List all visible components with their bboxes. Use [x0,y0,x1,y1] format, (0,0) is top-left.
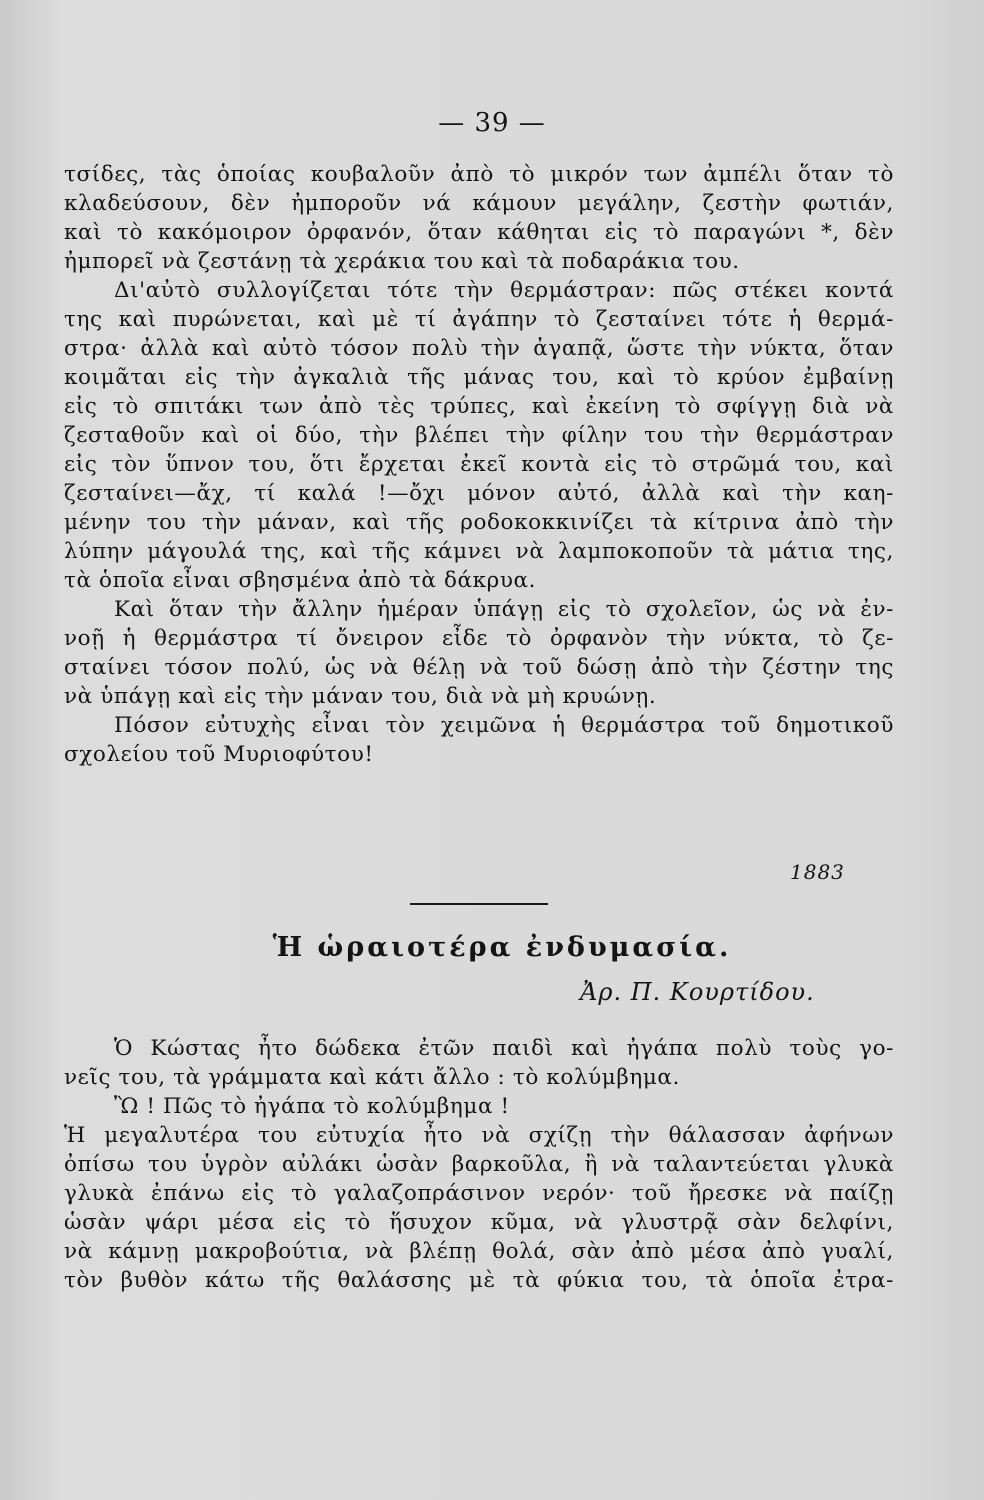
text-line: ζεσταθοῦν καὶ οἱ δύο, τὴν βλέπει τὴν φίλην του τὴν θερμάστραν [64,423,894,448]
text-line: κλαδεύσουν, δὲν ἠμποροῦν νά κάμουν μεγάλην, ζεστὴν φωτιάν, [64,191,894,216]
text-line: νὰ ὑπάγῃ καὶ εἰς τὴν μάναν του, διὰ νὰ μὴ κρυώνῃ. [64,684,657,709]
section-title: Ἡ ὡραιοτέρα ἐνδυμασία. [272,932,732,963]
text-line: Ὁ Κώστας ἦτο δώδεκα ἐτῶν παιδὶ καὶ ἠγάπα πολὺ τοὺς γο- [114,1036,894,1061]
text-line: στρα· ἀλλὰ καὶ αὐτὸ τόσον πολὺ τὴν ἀγαπᾷ, ὥστε τὴν νύκτα, ὅταν [64,336,894,361]
top-text-block [64,160,894,769]
text-line: Ὢ ! Πῶς τὸ ἠγάπα τὸ κολύμβημα ! [114,1094,510,1119]
page-number: — 39 — [438,108,546,138]
bottom-text-block [64,1034,894,1295]
text-line: μένην του τὴν μάναν, καὶ τῆς ροδοκοκκινίζει τὰ κίτρινα ἀπὸ τὴν [64,510,894,535]
text-line: Καὶ ὅταν τὴν ἄλλην ἡμέραν ὑπάγῃ εἰς τὸ σχολεῖον, ὡς νὰ ἐν- [114,597,894,622]
text-line: εἰς τὸν ὕπνον του, ὅτι ἔρχεται ἐκεῖ κοντὰ εἰς τὸ στρῶμά του, καὶ [64,452,894,477]
text-line: της καὶ πυρώνεται, καὶ μὲ τί ἀγάπην τὸ ζεσταίνει τότε ἡ θερμά- [64,307,894,332]
text-line: σταίνει τόσον πολύ, ὡς νὰ θέλῃ νὰ τοῦ δώσῃ ἀπὸ τὴν ζέστην της [64,655,894,680]
date-signature: 1883 [790,860,845,884]
section-divider [410,903,548,905]
text-line: λύπην μάγουλά της, καὶ τῆς κάμνει νὰ λαμποκοποῦν τὰ μάτια της, [64,539,894,564]
text-line: τὸν βυθὸν κάτω τῆς θαλάσσης μὲ τὰ φύκια του, τὰ ὁποῖα ἐτρα- [64,1268,894,1293]
text-line: εἰς τὸ σπιτάκι των ἀπὸ τὲς τρύπες, καὶ ἐκείνη τὸ σφίγγῃ διὰ νὰ [64,394,894,419]
text-line: τὰ ὁποῖα εἶναι σβησμένα ἀπὸ τὰ δάκρυα. [64,568,537,593]
text-line: τσίδες, τὰς ὁποίας κουβαλοῦν ἀπὸ τὸ μικρόν των ἀμπέλι ὅταν τὸ [64,162,894,187]
text-line: καὶ τὸ κακόμοιρον ὀρφανόν, ὅταν κάθηται εἰς τὸ παραγώνι *, δὲν [64,220,894,245]
text-line: ὀπίσω του ὑγρὸν αὐλάκι ὡσὰν βαρκοῦλα, ἢ νὰ ταλαντεύεται γλυκὰ [64,1152,894,1177]
text-line: νοῇ ἡ θερμάστρα τί ὄνειρον εἶδε τὸ ὀρφανὸν τὴν νύκτα, τὸ ζε- [64,626,894,651]
text-line: κοιμᾶται εἰς τὴν ἀγκαλιὰ τῆς μάνας του, καὶ τὸ κρύον ἐμβαίνῃ [64,365,894,390]
text-line: νὰ κάμνῃ μακροβούτια, νὰ βλέπῃ θολά, σὰν ἀπὸ μέσα ἀπὸ γυαλί, [64,1239,894,1264]
text-line: νεῖς του, τὰ γράμματα καὶ κάτι ἄλλο : τὸ κολύμβημα. [64,1065,680,1090]
text-line: ὡσὰν ψάρι μέσα εἰς τὸ ἥσυχον κῦμα, νὰ γλυστρᾷ σὰν δελφίνι, [64,1210,894,1235]
text-line: γλυκὰ ἐπάνω εἰς τὸ γαλαζοπράσινον νερόν· τοῦ ἤρεσκε νὰ παίζῃ [64,1181,894,1206]
text-line: ζεσταίνει—ἄχ, τί καλά !—ὄχι μόνον αὐτό, ἀλλὰ καὶ τὴν καη- [64,481,894,506]
section-author: Ἀρ. Π. Κουρτίδου. [580,978,815,1006]
text-line: ἠμπορεῖ νὰ ζεστάνῃ τὰ χεράκια του καὶ τὰ ποδαράκια του. [64,249,740,274]
text-line: σχολείου τοῦ Μυριοφύτου! [64,742,374,767]
text-line: Πόσον εὐτυχὴς εἶναι τὸν χειμῶνα ἡ θερμάστρα τοῦ δημοτικοῦ [114,713,894,738]
text-line: Ἡ μεγαλυτέρα του εὐτυχία ἦτο νὰ σχίζῃ τὴν θάλασσαν ἀφήνων [64,1123,894,1148]
text-line: Δι'αὐτὸ συλλογίζεται τότε τὴν θερμάστραν: πῶς στέκει κοντά [114,278,894,303]
